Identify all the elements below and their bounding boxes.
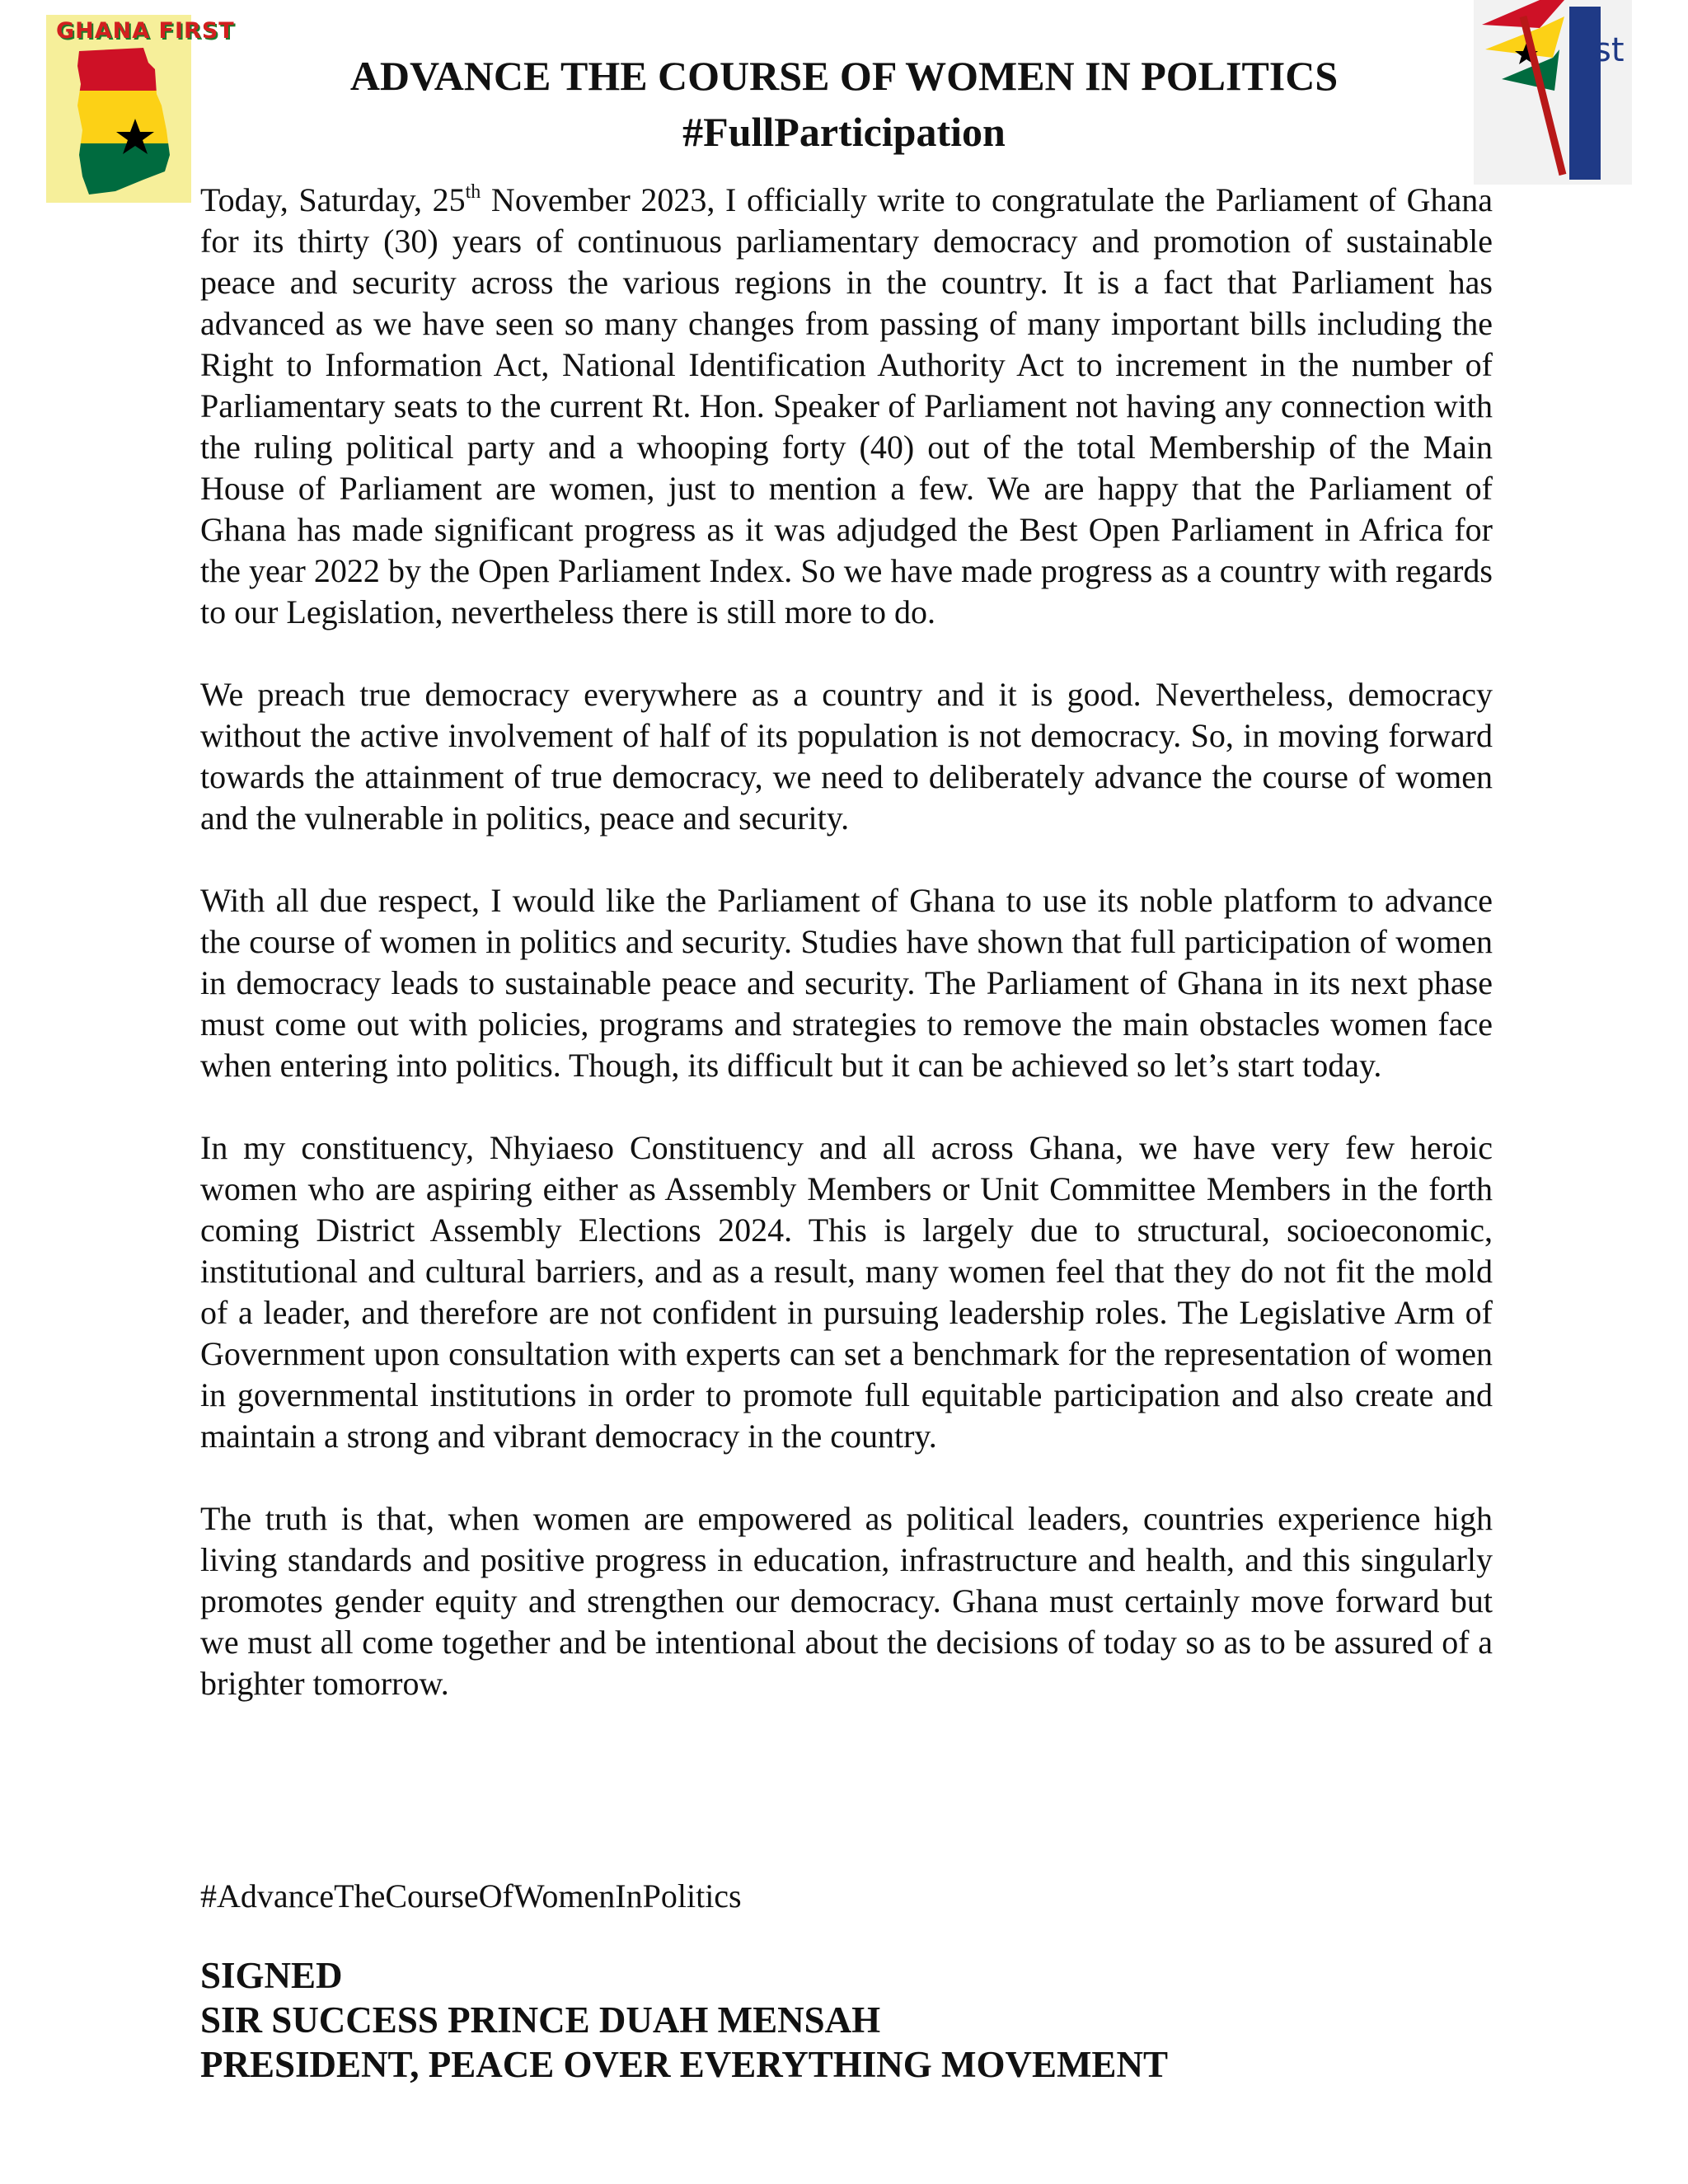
paragraph-5: The truth is that, when women are empowered as political leaders, countries experience high living standards and positive progress in education, infrastructure and health, and this singularly promotes gender equity and strengthen our democracy. Ghana must certainly move forward but we must all come together and be intentional about the decisions of today so as to be assured of a brighter tomorrow. (200, 1500, 1493, 1702)
signature-name: SIR SUCCESS PRINCE DUAH MENSAH (200, 1999, 881, 2041)
paragraph-1: Today, Saturday, 25th November 2023, I officially write to congratulate the Parliament of Ghana for its thirty (30) years of continuous parliamentary democracy and promotion of sustainable peace and security across the various regions in the country. It is a fact that Parliament has advanced as we have seen so many changes from passing of many important bills including the Right to Information Act, National Identification Authority Act to increment in the number of Parliamentary seats to the current Rt. Hon. Speaker of Parliament not having any connection with the ruling political party and a whooping forty (40) out of the total Membership of the Main House of Parliament are women, just to mention a few. We are happy that the Parliament of Ghana has made significant progress as it was adjudged the Best Open Parliament in Africa for the year 2022 by the Open Parliament Index. So we have made progress as a country with regards to our Legislation, nevertheless there is still more to do. (200, 181, 1493, 630)
ordinal-suffix: st (1594, 31, 1625, 69)
signature-title: PRESIDENT, PEACE OVER EVERYTHING MOVEMENT (200, 2044, 1168, 2085)
document-subtitle-hashtag: #FullParticipation (682, 109, 1006, 155)
paragraph-4: In my constituency, Nhyiaeso Constituency and all across Ghana, we have very few heroic women who are aspiring either as Assembly Members or Unit Committee Members in the forth coming District Assembly Elections 2024. This is largely due to structural, socioeconomic, institutional and cultural barriers, and as a result, many women feel that they do not fit the mold of a leader, and therefore are not confident in pursuing leadership roles. The Legislative Arm of Government upon consultation with experts can set a benchmark for the representation of women in governmental institutions in order to promote full equitable participation and also create and maintain a strong and vibrant democracy in the country. (200, 1129, 1493, 1455)
document-title: ADVANCE THE COURSE OF WOMEN IN POLITICS (349, 53, 1339, 99)
signature-block (200, 1953, 1168, 2087)
paragraph-2: We preach true democracy everywhere as a country and it is good. Nevertheless, democracy without the active involvement of half of its population is not democracy. So, in moving forward towards the attainment of true democracy, we need to deliberately advance the course of women and the vulnerable in politics, peace and security. (200, 676, 1493, 837)
paragraph-3: With all due respect, I would like the Parliament of Ghana to use its noble platform to advance the course of women in politics and security. Studies have shown that full participation of women in democracy leads to sustainable peace and security. The Parliament of Ghana in its next phase must come out with policies, programs and strategies to remove the main obstacles women face when entering into politics. Though, its difficult but it can be achieved so let’s start today. (200, 882, 1493, 1084)
logo-text: GHANA FIRST (56, 18, 235, 44)
ordinal-superscript: th (465, 181, 481, 203)
signature-signed: SIGNED (200, 1955, 343, 1996)
letter-body (200, 180, 1493, 1704)
closing-hashtag: #AdvanceTheCourseOfWomenInPolitics (200, 1877, 742, 1915)
